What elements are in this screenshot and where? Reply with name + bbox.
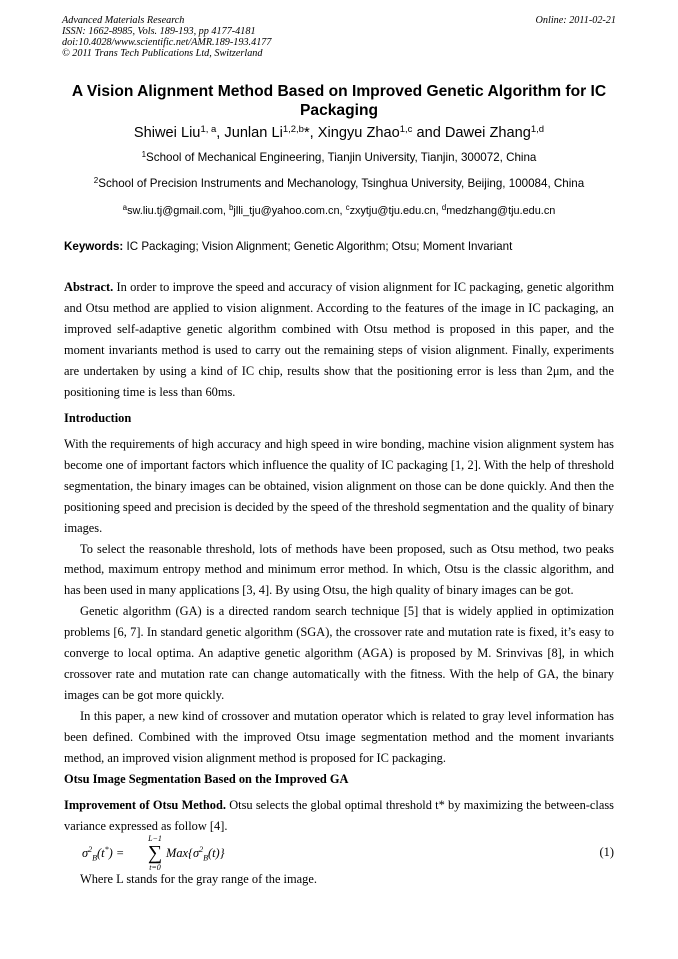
email-mark: d [441, 203, 447, 212]
author-list [40, 124, 638, 142]
equation-rhs: $Max\{\sigma^2_B(t)\}$ [166, 845, 225, 863]
email-address: medzhang@tju.edu.cn [446, 205, 556, 217]
author-affil-mark: 1,d [530, 124, 545, 135]
email-mark: b [228, 203, 234, 212]
issn-line: ISSN: 1662-8985, Vols. 189-193, pp 4177-4181 [62, 26, 256, 37]
paper-title: A Vision Alignment Method Based on Improved Genetic Algorithm for IC Packaging [71, 83, 607, 119]
keywords-text: IC Packaging; Vision Alignment; Genetic Algorithm; Otsu; Moment Invariant [123, 240, 513, 253]
paragraph: Genetic algorithm (GA) is a directed random search technique [5] that is widely applied in optimization problems [6, 7]. In standard genetic algorithm (SGA), the crossover rate and mutation rate is fixed, it’s easy to converge to local optima. An adaptive genetic algorithm (AGA) is proposed by M. Srinvivas [8], in which crossover rate and mutation rate can change automatically with the fitness. With the help of GA, the binary images can be got more quickly. [64, 604, 614, 702]
affiliation-2 [30, 177, 648, 191]
paragraph: In this paper, a new kind of crossover and mutation operator which is related to gray level information has been defined. Combined with the improved Otsu image segmentation method and the moment invariants method, an improved vision alignment method is proposed for IC packaging. [64, 708, 614, 765]
equation-lhs: $\sigma^2_B(t^*)$ = [82, 845, 125, 863]
abstract-label: Abstract. [64, 280, 114, 294]
sum-lower-limit: t=0 [149, 863, 161, 872]
author-separator: , [216, 125, 225, 141]
affiliation-text: School of Mechanical Engineering, Tianjin University, Tianjin, 300072, China [146, 151, 537, 164]
author-name: Shiwei Liu [133, 125, 201, 141]
subsection-text: Otsu selects the global optimal threshold t* by maximizing the between-class variance expressed as follow [4]. [64, 798, 614, 833]
summation [146, 834, 164, 872]
subsection-label: Improvement of Otsu Method. [64, 798, 226, 812]
keywords [64, 240, 624, 254]
email-list [30, 204, 648, 218]
author-affil-mark: 1, a [200, 124, 217, 135]
author-name: Dawei Zhang [444, 125, 531, 141]
equation-number: (1) [599, 845, 614, 859]
author-separator: *, [303, 125, 318, 141]
author-name: Junlan Li [224, 125, 283, 141]
affiliation-mark: 1 [141, 150, 147, 159]
abstract-text: In order to improve the speed and accuracy of vision alignment for IC packaging, genetic algorithm and Otsu method are applied to vision alignment. According to the features of the image in IC packaging, an improved self-adaptive genetic algorithm combined with Otsu method is proposed in this paper, and the moment invariants method is used to carry out the remaining steps of vision alignment. Finally, experiments are undertaken by using a kind of IC chip, results show that the positioning error is less than 2μm, and the positioning time is less than 60ms. [64, 280, 614, 399]
author-separator: and [412, 125, 445, 141]
equation-note: Where L stands for the gray range of the image. [80, 872, 317, 886]
affiliation-mark: 2 [93, 176, 99, 185]
author-name: Xingyu Zhao [317, 125, 400, 141]
paragraph: With the requirements of high accuracy and high speed in wire bonding, machine vision alignment system has become one of important factors which influence the quality of IC packaging [1, 2]. With the help of threshold segmentation, the binary images can be obtained, vision alignment on those can be done quickly. And then the positioning speed and precision is decided by the speed of the threshold segmentation and the quality of binary images. [64, 437, 614, 535]
online-date: Online: 2011-02-21 [535, 15, 616, 26]
affiliation-1 [30, 151, 648, 165]
journal-name: Advanced Materials Research [62, 15, 185, 26]
paragraph: To select the reasonable threshold, lots of methods have been proposed, such as Otsu method, two peaks method, maximum entropy method and minimum error method. In which, Otsu is the classic algorithm, and has been used in many applications [3, 4]. By using Otsu, the high quality of binary images can be got. [64, 541, 614, 598]
author-affil-mark: 1,2,b [282, 124, 304, 135]
sum-symbol: ∑ [147, 842, 163, 864]
introduction-heading: Introduction [64, 411, 132, 425]
doi-line: doi:10.4028/www.scientific.net/AMR.189-193.4177 [62, 37, 272, 48]
section-heading: Otsu Image Segmentation Based on the Improved GA [64, 772, 349, 786]
copyright-line: © 2011 Trans Tech Publications Ltd, Switzerland [62, 48, 263, 59]
sum-upper-limit: L−1 [148, 834, 162, 843]
introduction-body [64, 434, 614, 769]
subsection-body [64, 795, 614, 837]
email-mark: c [345, 203, 350, 212]
email-address: sw.liu.tj@gmail.com, [127, 205, 229, 217]
email-address: jlli_tju@yahoo.com.cn, [233, 205, 346, 217]
author-affil-mark: 1,c [399, 124, 413, 135]
abstract [64, 277, 614, 402]
keywords-label: Keywords: [64, 240, 124, 253]
email-mark: a [122, 203, 128, 212]
equation-1 [82, 834, 614, 874]
affiliation-text: School of Precision Instruments and Mechanology, Tsinghua University, Beijing, 100084, China [98, 177, 585, 190]
email-address: zxytju@tju.edu.cn, [349, 205, 442, 217]
journal-header [62, 15, 271, 59]
